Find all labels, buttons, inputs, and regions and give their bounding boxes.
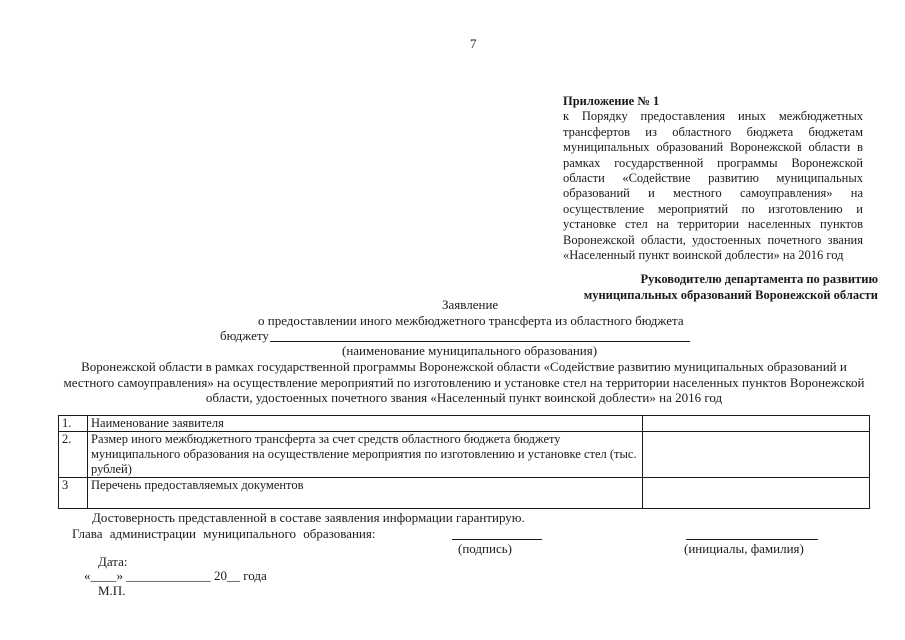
row-description: Перечень предоставляемых документов xyxy=(88,478,643,509)
row-number: 1. xyxy=(59,416,88,432)
row-number: 3 xyxy=(59,478,88,509)
seal-label: М.П. xyxy=(98,583,126,598)
addressee-block xyxy=(560,272,878,303)
appendix-line: образований и местного самоуправления» на xyxy=(563,186,863,201)
table-row xyxy=(59,478,870,509)
appendix-line: рамках государственной программы Воронежской xyxy=(563,155,863,170)
head-label: Глава администрации муниципального образования: xyxy=(72,526,376,541)
initials-label: (инициалы, фамилия) xyxy=(684,541,804,556)
appendix-line: области «Содействие развитию муниципальных xyxy=(563,171,863,186)
signature-line xyxy=(452,539,542,540)
appendix-line: установке стел на территории населенных пунктов xyxy=(563,217,863,232)
addressee-line: муниципальных образований Воронежской области xyxy=(583,287,878,302)
statement-paragraph: Воронежской области в рамках государственной программы Воронежской области «Содействие развитию муниципальных образований и местного самоуправления» на осуществление мероприятий по изготовлению и установке стел на территории населенных пунктов Воронежской области, удостоенных почетного звания «Населенный пункт воинской доблести» на 2016 год xyxy=(63,359,865,405)
addressee-line: Руководителю департамента по развитию xyxy=(640,272,878,286)
budget-note: (наименование муниципального образования) xyxy=(342,343,598,358)
application-table xyxy=(58,415,870,509)
budget-fill-line xyxy=(270,341,690,342)
budget-label: бюджету xyxy=(220,328,269,343)
appendix-line: к Порядку предоставления иных межбюджетных xyxy=(563,109,863,124)
appendix-block xyxy=(563,94,863,263)
table-row xyxy=(59,416,870,432)
guarantee-text: Достоверность представленной в составе заявления информации гарантирую. xyxy=(92,510,525,525)
appendix-line: «Населенный пункт воинской доблести» на 2016 год xyxy=(563,248,844,263)
appendix-line: трансфертов из областного бюджета бюджетам xyxy=(563,124,863,139)
initials-line xyxy=(686,539,818,540)
row-value-cell xyxy=(643,432,870,478)
appendix-line: муниципальных образований Воронежской области в xyxy=(563,140,863,155)
row-description: Размер иного межбюджетного трансферта за счет средств областного бюджета бюджету муниципального образования на осуществление мероприятия по изготовлению и установке стел (тыс. рублей) xyxy=(88,432,643,478)
page-number: 7 xyxy=(470,36,477,51)
statement-subtitle: о предоставлении иного межбюджетного трансферта из областного бюджета xyxy=(258,313,684,328)
appendix-title: Приложение № 1 xyxy=(563,94,660,108)
row-description: Наименование заявителя xyxy=(88,416,643,432)
table-row xyxy=(59,432,870,478)
row-value-cell xyxy=(643,416,870,432)
date-label: Дата: xyxy=(98,554,128,569)
appendix-line: осуществление мероприятий по изготовлению и xyxy=(563,201,863,216)
statement-title: Заявление xyxy=(442,297,499,312)
row-number: 2. xyxy=(59,432,88,478)
date-row: «____» _____________ 20__ года xyxy=(84,568,267,583)
row-value-cell xyxy=(643,478,870,509)
signature-label: (подпись) xyxy=(458,541,512,556)
appendix-line: Воронежской области, удостоенных почетного звания xyxy=(563,232,863,247)
